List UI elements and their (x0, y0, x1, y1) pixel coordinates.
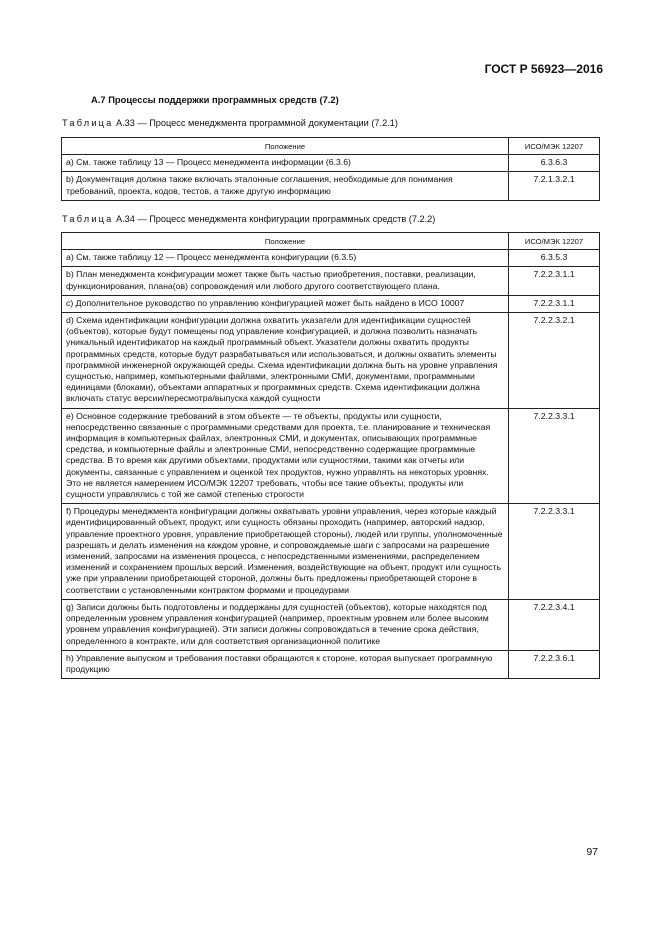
row-reference: 7.2.2.3.2.1 (509, 313, 600, 409)
row-text: e) Основное содержание требований в этом объекте — те объекты, продукты или сущности, непосредственно связанные с программными средствами для проекта, т.е. планирование и техническая информация в компьютерных файлах, электронных СМИ, и документах, описывающих программные средства, и компьютерные файлы и электронные СМИ, непосредственно содержащие программные средства. В то время как другими объектами, продуктами или сущностями, такими как отчеты или документы, связанные с управлением и оценкой тех продуктов, нужно управлять на некоторых уровнях. Это не является намерением ИСО/МЭК 12207 требовать, чтобы все такие объекты, продукты или сущности управлялись с той же самой степенью строгости (62, 408, 509, 504)
row-text: f) Процедуры менеджмента конфигурации должны охватывать уровни управления, через которые каждый идентифицированный объект, продукт, или сущность обязаны проходить (например, авторский надзор, управление проектного уровня, управление приобретающей стороны), людей или группы, уполномоченные разрешать и делать изменения на каждом уровне, и сопровождаемые шаги с запросами на разрешение изменений, запросами на изменения процесса, с непосредственными изменениями, распределением изменений и сохранением прошлых версий. Изменения, воздействующие на объект, продукт или сущность уже при управлении приобретающей стороной, должны быть предложены приобретающей стороне в соответствии с установленными контрактом формами и процедурами (62, 504, 509, 600)
row-reference: 7.2.2.3.4.1 (509, 599, 600, 650)
row-text: d) Схема идентификации конфигурации должна охватить указатели для идентификации сущностей (объектов), которые будут помещены под управление конфигурацией, и должна позволить назначать уникальный идентификатор на каждый программный объект. Указатели должны охватить продукты программных средств, которые будут разрабатываться или использоваться, и должны охватить элементы программной инженерной окружающей среды. Схема идентификации должна быть на уровне управления сущностью, например, компьютерными файлами, электронными СМИ, документами, программными единицами (блоками), объектами аппаратных и программных средств. Схема идентификации должна включать статус версии/пересмотра/выпуска каждой сущности (62, 313, 509, 409)
row-text: c) Дополнительное руководство по управлению конфигурацией может быть найдено в ИСО 10007 (62, 295, 509, 312)
table-title: А.34 — Процесс менеджмента конфигурации программных средств (7.2.2) (116, 214, 436, 224)
column-header-position: Положение (62, 138, 509, 155)
table-a34-caption (62, 214, 435, 224)
table-label: Таблица (62, 214, 114, 224)
row-reference: 6.3.5.3 (509, 250, 600, 267)
row-text: a) См. также таблицу 12 — Процесс менеджмента конфигурации (6.3.5) (62, 250, 509, 267)
row-text: h) Управление выпуском и требования поставки обращаются к стороне, которая выпускает программную продукцию (62, 650, 509, 678)
row-reference: 7.2.1.3.2.1 (509, 172, 600, 200)
row-text: a) См. также таблицу 13 — Процесс менеджмента информации (6.3.6) (62, 155, 509, 172)
table-row (62, 267, 600, 295)
row-reference: 7.2.2.3.3.1 (509, 408, 600, 504)
table-row (62, 155, 600, 172)
row-reference: 7.2.2.3.6.1 (509, 650, 600, 678)
page-number: 97 (586, 846, 598, 858)
row-text: b) Документация должна также включать эталонные соглашения, необходимые для понимания требований, проекта, кодов, тестов, а также другую информацию (62, 172, 509, 200)
table-row (62, 599, 600, 650)
row-reference: 7.2.2.3.1.1 (509, 267, 600, 295)
table-label: Таблица (62, 118, 114, 128)
column-header-reference: ИСО/МЭК 12207 (509, 233, 600, 250)
section-title: А.7 Процессы поддержки программных средств (7.2) (91, 94, 339, 105)
table-row (62, 313, 600, 409)
table-row (62, 504, 600, 600)
table-row (62, 295, 600, 312)
table-title: А.33 — Процесс менеджмента программной документации (7.2.1) (116, 118, 398, 128)
table-a33 (61, 137, 600, 201)
table-row (62, 650, 600, 678)
document-id: ГОСТ Р 56923—2016 (484, 62, 603, 76)
table-row (62, 250, 600, 267)
row-reference: 7.2.2.3.1.1 (509, 295, 600, 312)
column-header-position: Положение (62, 233, 509, 250)
table-a34 (61, 232, 600, 679)
table-row (62, 172, 600, 200)
table-row (62, 408, 600, 504)
table-a33-caption (62, 118, 398, 128)
row-reference: 7.2.2.3.3.1 (509, 504, 600, 600)
row-text: b) План менеджмента конфигурации может также быть частью приобретения, поставки, реализации, функционирования, плана(ов) сопровождения или любого другого соответствующего плана. (62, 267, 509, 295)
row-reference: 6.3.6.3 (509, 155, 600, 172)
row-text: g) Записи должны быть подготовлены и поддержаны для сущностей (объектов), которые находятся под определенным уровнем управления конфигурацией (например, проектным уровнем или более высоким уровнем управления конфигурацией). Эти записи должны сопровождаться в течение срока действия, определенного в контракте, или для соответствия организационной политике (62, 599, 509, 650)
table-header-row (62, 233, 600, 250)
table-header-row (62, 138, 600, 155)
column-header-reference: ИСО/МЭК 12207 (509, 138, 600, 155)
